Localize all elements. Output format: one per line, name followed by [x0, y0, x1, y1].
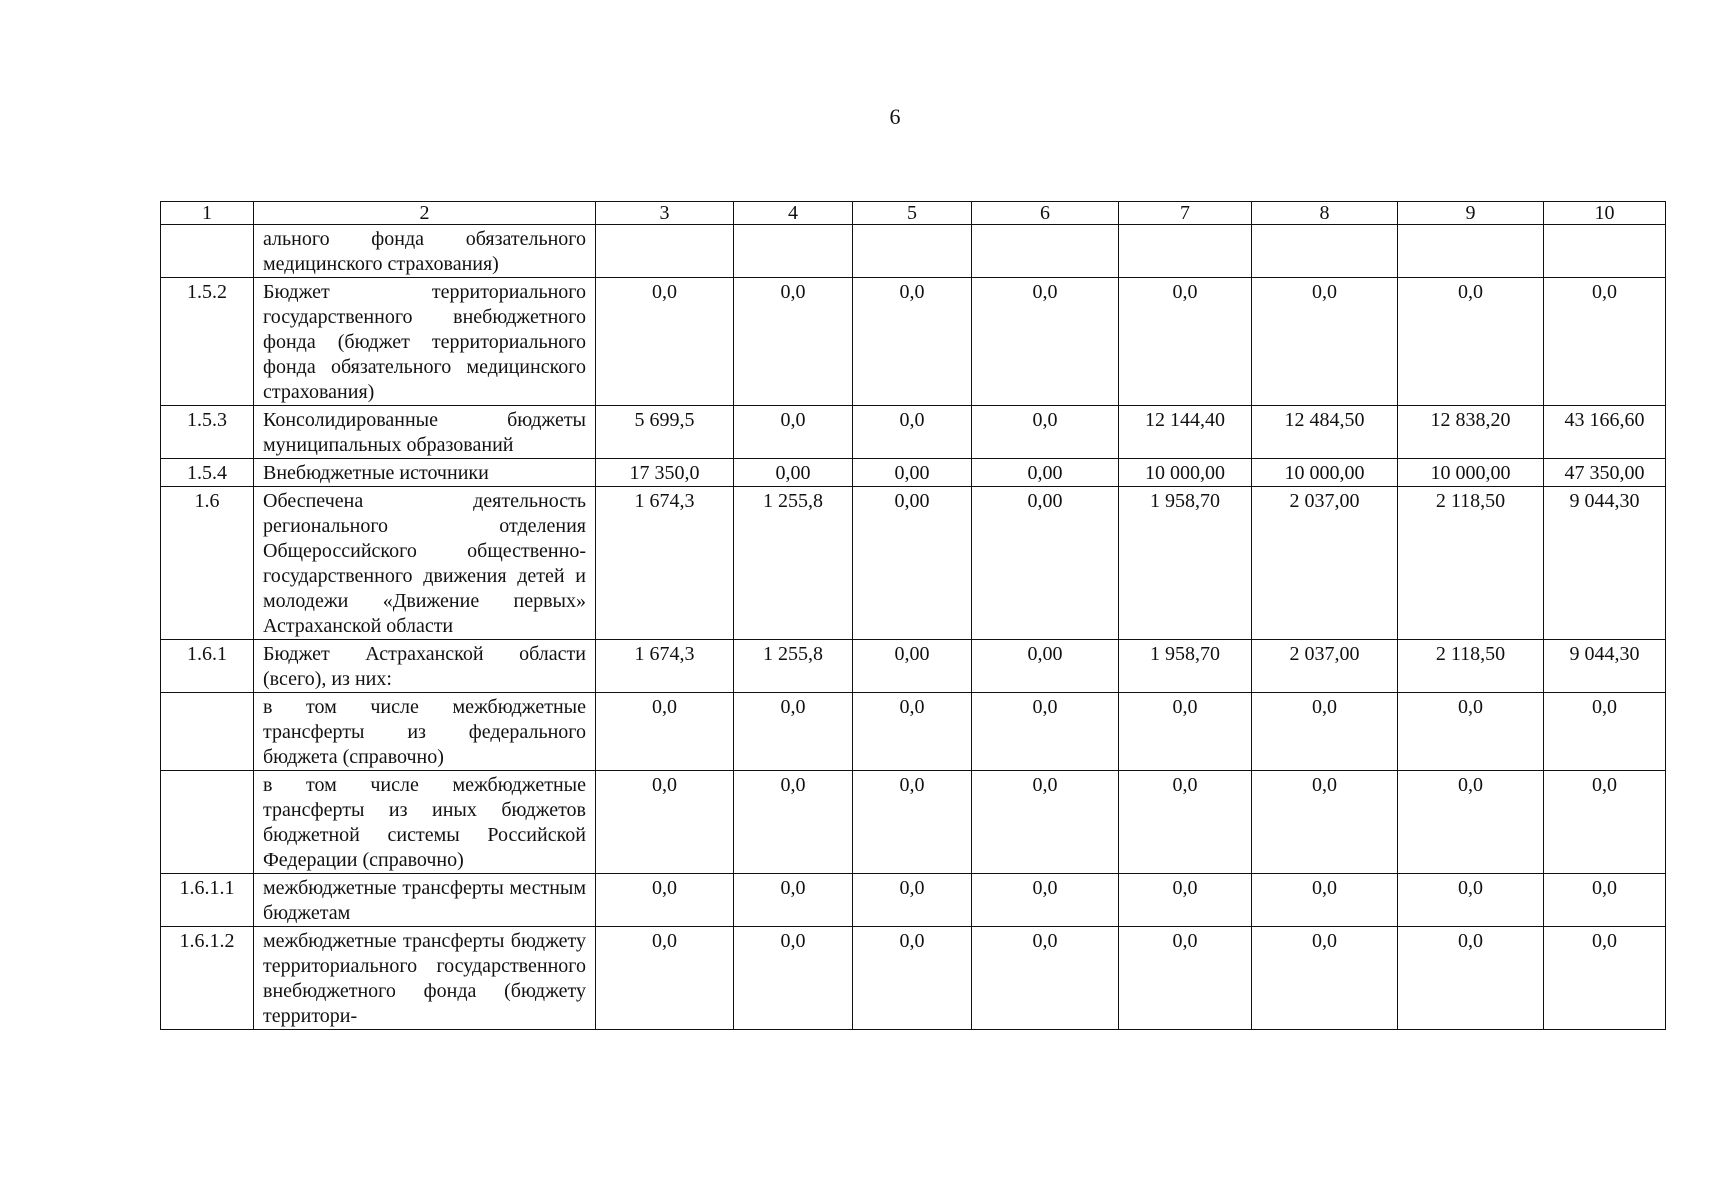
row-name-cell: Внебюджетные источники — [254, 459, 596, 487]
row-name-cell: Обеспечена деятельность регионального отделения Общероссийского общественно-государственного движения детей и молодежи «Движение первых» Астраханской области — [254, 487, 596, 640]
value-cell — [1544, 225, 1666, 278]
table-row — [161, 225, 1666, 278]
value-cell: 10 000,00 — [1252, 459, 1398, 487]
row-name-cell: Консолидированные бюджеты муниципальных образований — [254, 406, 596, 459]
value-cell: 0,0 — [734, 693, 853, 771]
column-number-cell: 1 — [161, 202, 254, 225]
table-row — [161, 927, 1666, 1030]
value-cell: 0,00 — [972, 459, 1119, 487]
value-cell: 0,00 — [853, 487, 972, 640]
table-row — [161, 693, 1666, 771]
value-cell: 0,0 — [734, 406, 853, 459]
value-cell — [1252, 225, 1398, 278]
table-row — [161, 640, 1666, 693]
value-cell: 0,0 — [853, 771, 972, 874]
column-number-cell: 6 — [972, 202, 1119, 225]
value-cell: 12 144,40 — [1119, 406, 1252, 459]
column-number-cell: 4 — [734, 202, 853, 225]
value-cell: 0,0 — [734, 874, 853, 927]
value-cell: 0,0 — [1544, 874, 1666, 927]
value-cell: 1 674,3 — [596, 640, 734, 693]
value-cell: 0,0 — [1544, 693, 1666, 771]
value-cell: 0,0 — [1398, 278, 1544, 406]
value-cell: 0,0 — [1544, 927, 1666, 1030]
table-row — [161, 487, 1666, 640]
value-cell: 0,00 — [972, 487, 1119, 640]
value-cell: 43 166,60 — [1544, 406, 1666, 459]
value-cell: 0,0 — [596, 278, 734, 406]
column-number-cell: 10 — [1544, 202, 1666, 225]
value-cell: 0,0 — [596, 874, 734, 927]
row-name-cell: межбюджетные трансферты бюджету территориального государственного внебюджетного фонда (бюджету территори- — [254, 927, 596, 1030]
value-cell: 0,0 — [853, 874, 972, 927]
value-cell: 0,0 — [853, 693, 972, 771]
row-code-cell: 1.5.4 — [161, 459, 254, 487]
table-row — [161, 771, 1666, 874]
table-body — [161, 202, 1666, 1030]
value-cell: 0,0 — [1119, 693, 1252, 771]
value-cell: 0,0 — [1119, 278, 1252, 406]
value-cell: 0,0 — [972, 927, 1119, 1030]
value-cell: 9 044,30 — [1544, 640, 1666, 693]
column-number-cell: 7 — [1119, 202, 1252, 225]
value-cell: 12 838,20 — [1398, 406, 1544, 459]
row-code-cell: 1.6.1.2 — [161, 927, 254, 1030]
value-cell: 0,0 — [853, 278, 972, 406]
value-cell: 0,0 — [972, 693, 1119, 771]
value-cell: 0,0 — [1398, 771, 1544, 874]
row-name-cell: в том числе межбюджетные трансферты из иных бюджетов бюджетной системы Российской Федерации (справочно) — [254, 771, 596, 874]
value-cell: 0,0 — [1398, 693, 1544, 771]
value-cell: 0,0 — [1252, 771, 1398, 874]
value-cell: 2 118,50 — [1398, 487, 1544, 640]
value-cell — [1119, 225, 1252, 278]
row-name-cell: в том числе межбюджетные трансферты из федерального бюджета (справочно) — [254, 693, 596, 771]
value-cell: 0,0 — [853, 927, 972, 1030]
value-cell: 1 255,8 — [734, 487, 853, 640]
value-cell — [1398, 225, 1544, 278]
row-code-cell — [161, 225, 254, 278]
value-cell: 0,00 — [853, 459, 972, 487]
value-cell: 0,0 — [1252, 278, 1398, 406]
value-cell: 1 958,70 — [1119, 487, 1252, 640]
value-cell: 1 958,70 — [1119, 640, 1252, 693]
row-code-cell: 1.5.2 — [161, 278, 254, 406]
value-cell: 10 000,00 — [1398, 459, 1544, 487]
row-code-cell — [161, 771, 254, 874]
table-row — [161, 459, 1666, 487]
row-code-cell: 1.5.3 — [161, 406, 254, 459]
value-cell: 1 674,3 — [596, 487, 734, 640]
value-cell: 17 350,0 — [596, 459, 734, 487]
row-name-cell: Бюджет Астраханской области (всего), из них: — [254, 640, 596, 693]
value-cell: 10 000,00 — [1119, 459, 1252, 487]
value-cell: 0,0 — [1119, 771, 1252, 874]
page-number: 6 — [889, 104, 901, 129]
value-cell: 0,0 — [1252, 927, 1398, 1030]
value-cell — [853, 225, 972, 278]
value-cell — [596, 225, 734, 278]
row-code-cell: 1.6.1.1 — [161, 874, 254, 927]
value-cell: 0,0 — [972, 874, 1119, 927]
row-name-cell: ального фонда обязательного медицинского страхования) — [254, 225, 596, 278]
column-number-cell: 5 — [853, 202, 972, 225]
table-row — [161, 406, 1666, 459]
value-cell: 0,0 — [734, 927, 853, 1030]
value-cell — [734, 225, 853, 278]
value-cell: 0,0 — [1398, 874, 1544, 927]
value-cell: 0,0 — [853, 406, 972, 459]
row-code-cell: 1.6 — [161, 487, 254, 640]
value-cell: 0,0 — [1119, 927, 1252, 1030]
row-code-cell — [161, 693, 254, 771]
column-number-row — [161, 202, 1666, 225]
value-cell: 5 699,5 — [596, 406, 734, 459]
value-cell: 0,0 — [596, 771, 734, 874]
value-cell: 0,00 — [853, 640, 972, 693]
value-cell: 2 118,50 — [1398, 640, 1544, 693]
value-cell: 0,0 — [1252, 693, 1398, 771]
value-cell: 0,0 — [1544, 278, 1666, 406]
value-cell: 0,0 — [972, 406, 1119, 459]
table-row — [161, 874, 1666, 927]
column-number-cell: 2 — [254, 202, 596, 225]
value-cell: 2 037,00 — [1252, 487, 1398, 640]
row-name-cell: межбюджетные трансферты местным бюджетам — [254, 874, 596, 927]
row-name-cell: Бюджет территориального государственного внебюджетного фонда (бюджет территориального фонда обязательного медицинского страхования) — [254, 278, 596, 406]
column-number-cell: 3 — [596, 202, 734, 225]
table-row — [161, 278, 1666, 406]
value-cell: 1 255,8 — [734, 640, 853, 693]
value-cell: 0,00 — [734, 459, 853, 487]
value-cell: 0,0 — [1119, 874, 1252, 927]
value-cell: 0,0 — [596, 927, 734, 1030]
value-cell: 9 044,30 — [1544, 487, 1666, 640]
value-cell: 0,0 — [972, 771, 1119, 874]
value-cell: 0,0 — [972, 278, 1119, 406]
column-number-cell: 9 — [1398, 202, 1544, 225]
value-cell: 47 350,00 — [1544, 459, 1666, 487]
budget-table — [160, 201, 1666, 1030]
value-cell: 0,0 — [1252, 874, 1398, 927]
value-cell: 2 037,00 — [1252, 640, 1398, 693]
value-cell: 0,0 — [734, 278, 853, 406]
value-cell: 0,0 — [1398, 927, 1544, 1030]
column-number-cell: 8 — [1252, 202, 1398, 225]
value-cell: 12 484,50 — [1252, 406, 1398, 459]
value-cell: 0,0 — [596, 693, 734, 771]
value-cell: 0,0 — [1544, 771, 1666, 874]
value-cell: 0,00 — [972, 640, 1119, 693]
value-cell — [972, 225, 1119, 278]
value-cell: 0,0 — [734, 771, 853, 874]
row-code-cell: 1.6.1 — [161, 640, 254, 693]
